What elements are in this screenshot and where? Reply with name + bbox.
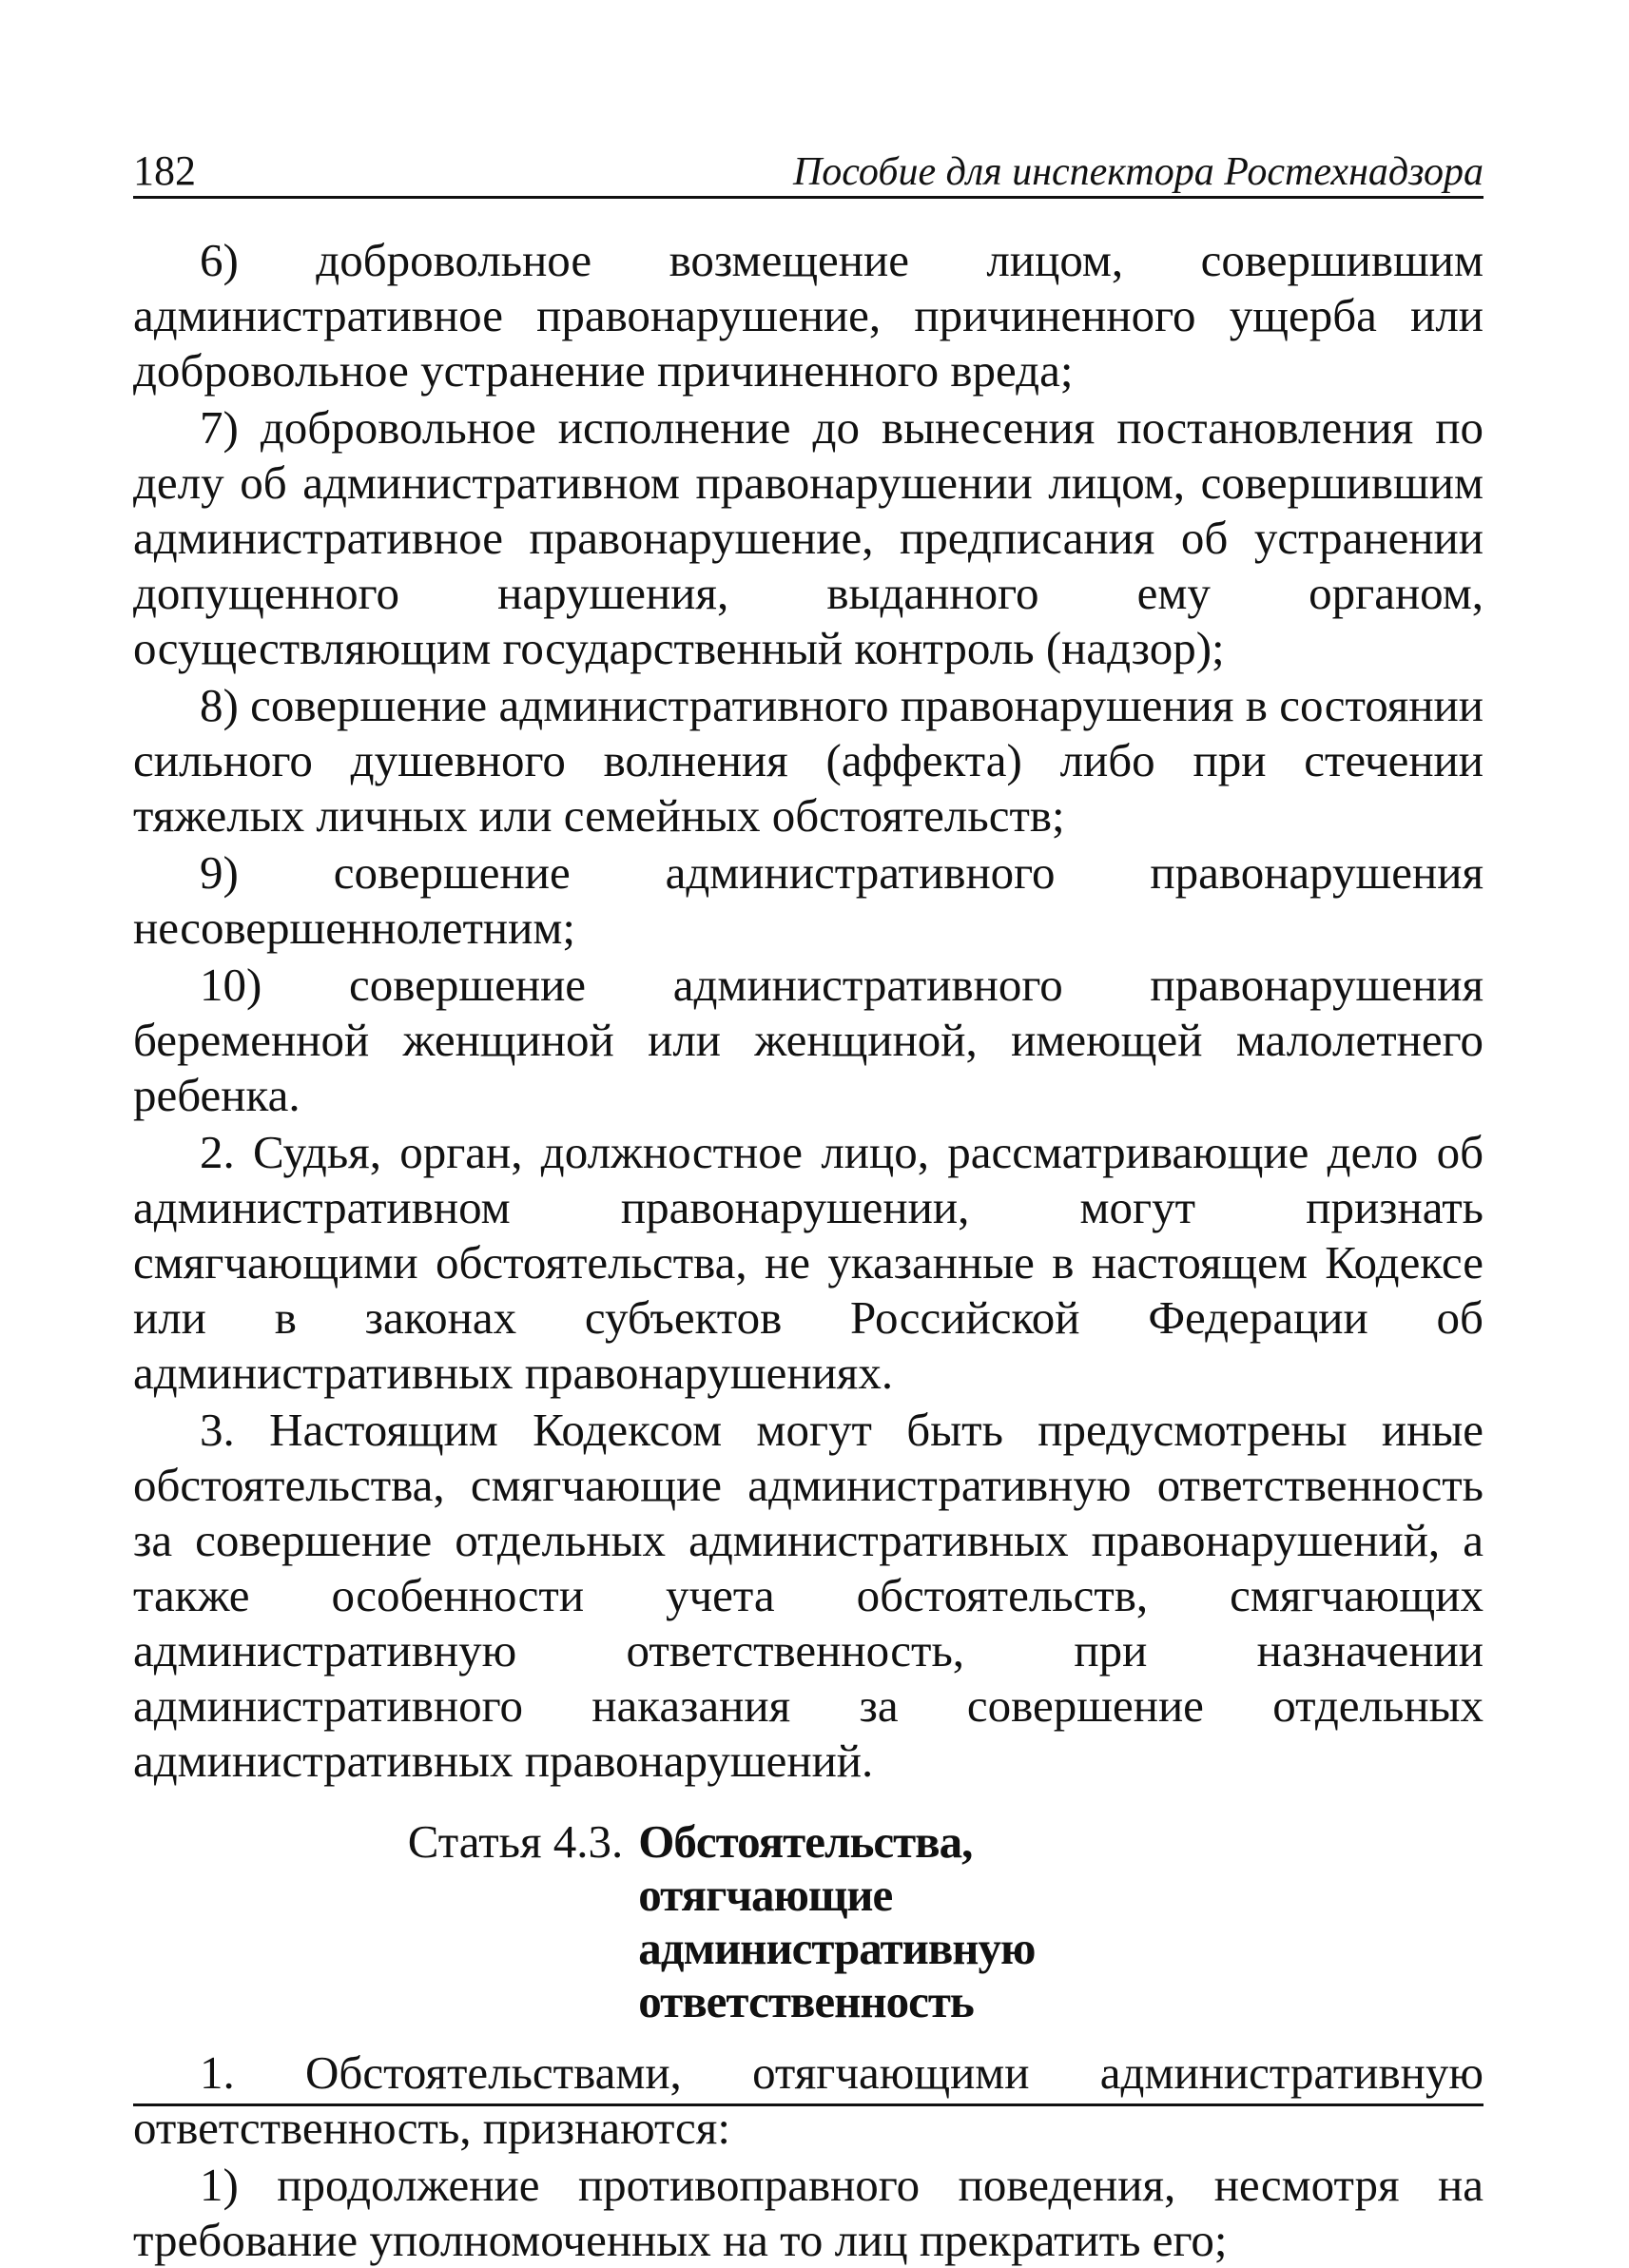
- list-item-7: 7) добровольное исполнение до вынесения постановления по делу об административном правонарушении лицом, совершившим административное правонарушение, предписания об устранении допущенного нарушения, выданного ему органом, осуществляющим государственный контроль (надзор);: [133, 401, 1484, 674]
- running-title: Пособие для инспектора Ростехнадзора: [792, 150, 1484, 194]
- running-head: [133, 143, 1484, 199]
- list-item-6: 6) добровольное возмещение лицом, совершившим административное правонарушение, причиненного ущерба или добровольное устранение причиненного вреда;: [133, 234, 1484, 397]
- article-heading: [133, 1815, 1484, 2028]
- list-item-10: 10) совершение административного правонарушения беременной женщиной или женщиной, имеющей малолетнего ребенка.: [133, 959, 1484, 1121]
- article-clause-1: 1. Обстоятельствами, отягчающими административную ответственность, признаются:: [133, 2046, 1484, 2154]
- article-list-item-1: 1) продолжение противоправного поведения, несмотря на требование уполномоченных на то лиц прекратить его;: [133, 2159, 1484, 2266]
- footer-rule: [133, 2103, 1484, 2106]
- clause-2: 2. Судья, орган, должностное лицо, рассматривающие дело об административном правонарушении, могут признать смягчающими обстоятельства, не указанные в настоящем Кодексе или в законах субъектов Российской Федерации об административных правонарушениях.: [133, 1126, 1484, 1399]
- list-item-8: 8) совершение административного правонарушения в состоянии сильного душевного волнения (аффекта) либо при стечении тяжелых личных или семейных обстоятельств;: [133, 679, 1484, 842]
- book-page: [133, 143, 1484, 2268]
- page-number: 182: [133, 147, 196, 194]
- article-label: Статья 4.3.: [407, 1815, 624, 1868]
- list-item-9: 9) совершение административного правонарушения несовершеннолетним;: [133, 846, 1484, 954]
- article-title: Обстоятельства, отягчающие административную ответственность: [638, 1815, 1036, 2027]
- body-text: [133, 233, 1484, 2268]
- clause-3: 3. Настоящим Кодексом могут быть предусмотрены иные обстоятельства, смягчающие административную ответственность за совершение отдельных административных правонарушений, а также особенности учета обстоятельств, смягчающих административную ответственность, при назначении административного наказания за совершение отдельных административных правонарушений.: [133, 1404, 1484, 1787]
